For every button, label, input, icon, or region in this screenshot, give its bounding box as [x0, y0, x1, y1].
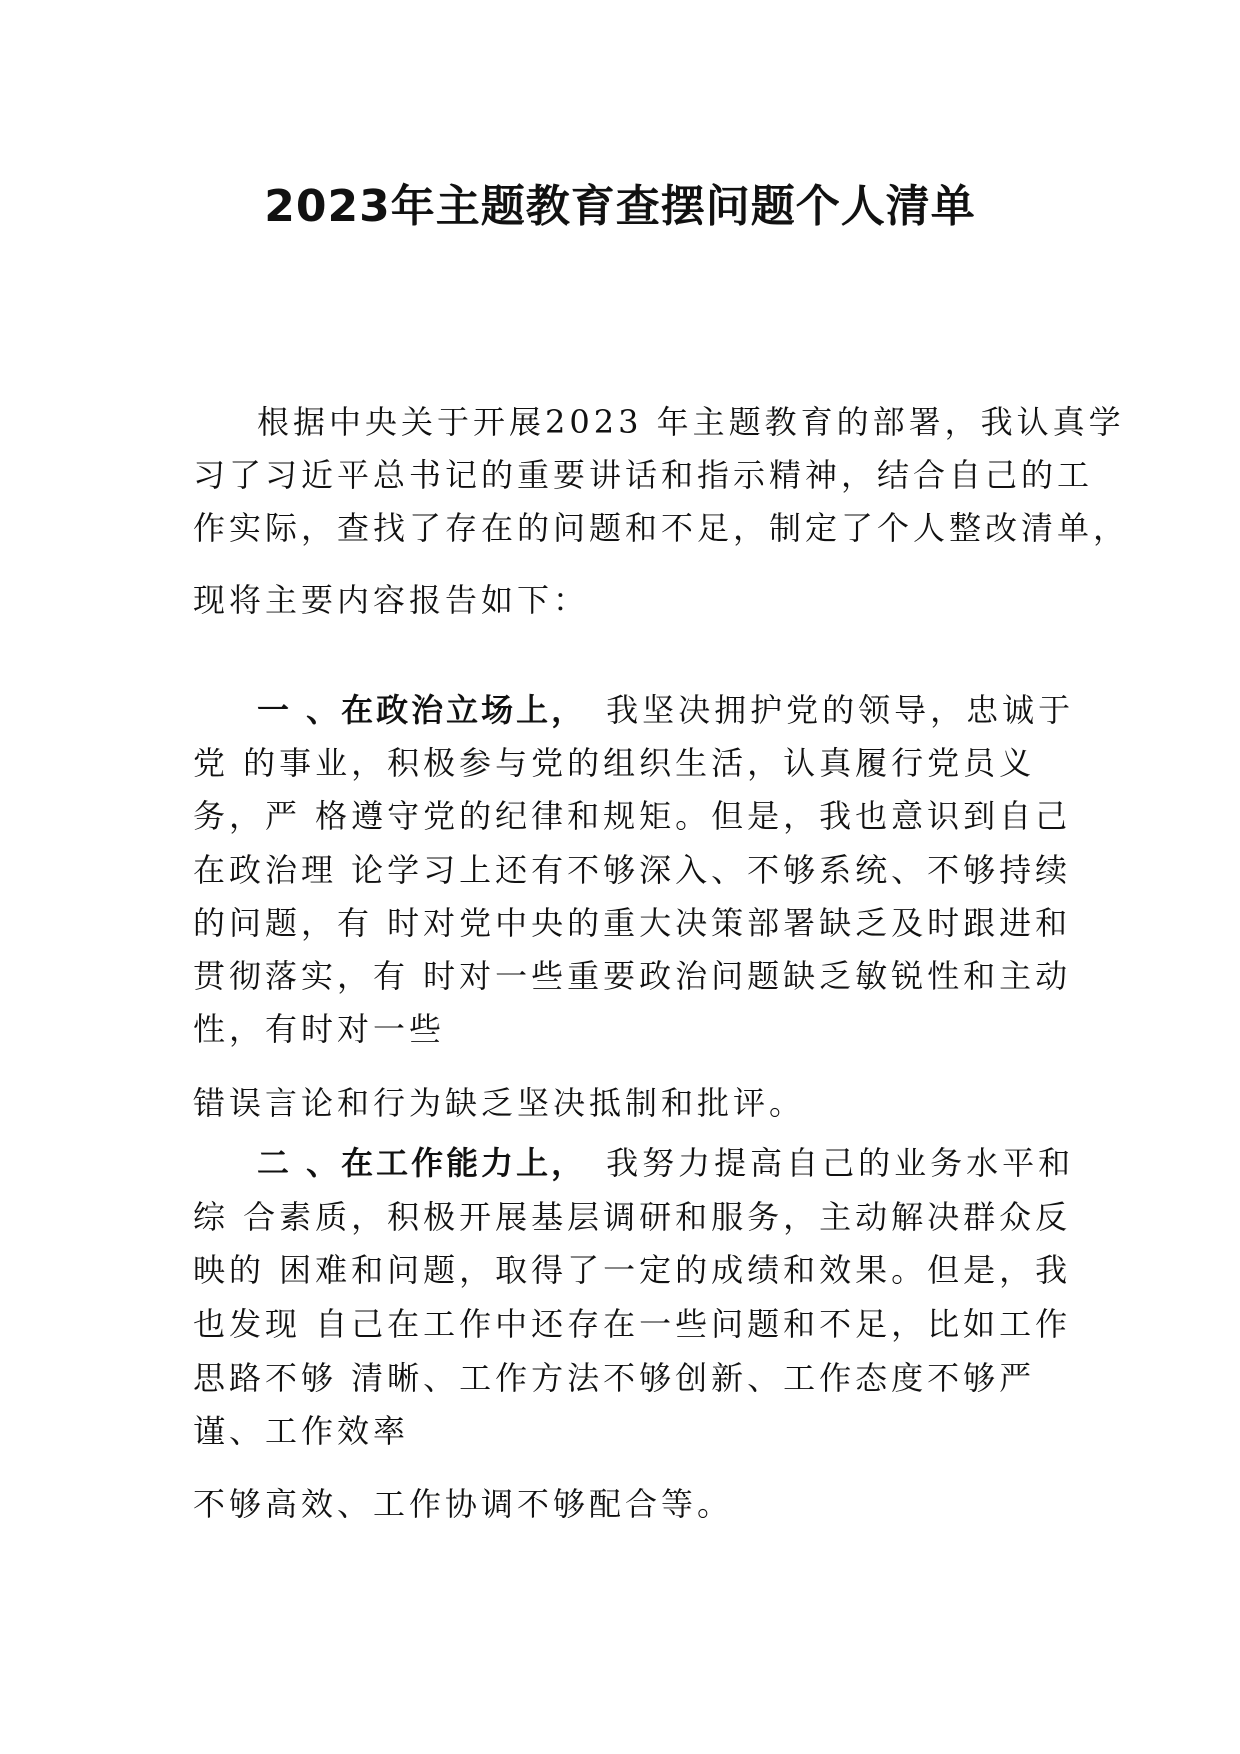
section2-line: 谨、工作效率: [193, 1412, 410, 1450]
section2-line: 综 合素质，积极开展基层调研和服务，主动解决群众反: [193, 1198, 1072, 1236]
section1-line: 的问题，有 时对党中央的重大决策部署缺乏及时跟进和: [193, 904, 1072, 942]
section1-line: 贯彻落实，有 时对一些重要政治问题缺乏敏锐性和主动: [193, 957, 1072, 995]
section2-line: 思路不够 清晰、工作方法不够创新、工作态度不够严: [193, 1359, 1036, 1397]
intro-line-3: 作实际，查找了存在的问题和不足，制定了个人整改清单，: [193, 509, 1130, 547]
section1-heading: 一 、在政治立场上，: [257, 691, 571, 729]
section1-first-line-text: 我坚决拥护党的领导，忠诚于: [570, 691, 1075, 729]
section1-line: 性，有时对一些: [193, 1010, 446, 1048]
section2-line: 也发现 自己在工作中还存在一些问题和不足，比如工作: [193, 1305, 1072, 1343]
intro-line-1: 根据中央关于开展2023 年主题教育的部署，我认真学: [257, 403, 1125, 441]
section2-line: 映的 困难和问题，取得了一定的成绩和效果。但是，我: [193, 1251, 1072, 1289]
intro-line-4: 现将主要内容报告如下：: [193, 581, 590, 619]
section2-line: 不够高效、工作协调不够配合等。: [193, 1485, 734, 1523]
section2-first-line-text: 我努力提高自己的业务水平和: [570, 1144, 1075, 1182]
section1-line: 务，严 格遵守党的纪律和规矩。但是，我也意识到自己: [193, 797, 1072, 835]
document-title: 2023年主题教育查摆问题个人清单: [264, 181, 976, 232]
section1-line: 党 的事业，积极参与党的组织生活，认真履行党员义: [193, 744, 1036, 782]
section2-heading: 二 、在工作能力上，: [257, 1144, 571, 1182]
intro-line-2: 习了习近平总书记的重要讲话和指示精神，结合自己的工: [193, 456, 1094, 494]
section1-line: 在政治理 论学习上还有不够深入、不够系统、不够持续: [193, 851, 1072, 889]
section1-line: 错误言论和行为缺乏坚决抵制和批评。: [193, 1084, 806, 1122]
section2-first-line: [257, 1143, 1074, 1183]
section1-first-line: [257, 690, 1074, 730]
